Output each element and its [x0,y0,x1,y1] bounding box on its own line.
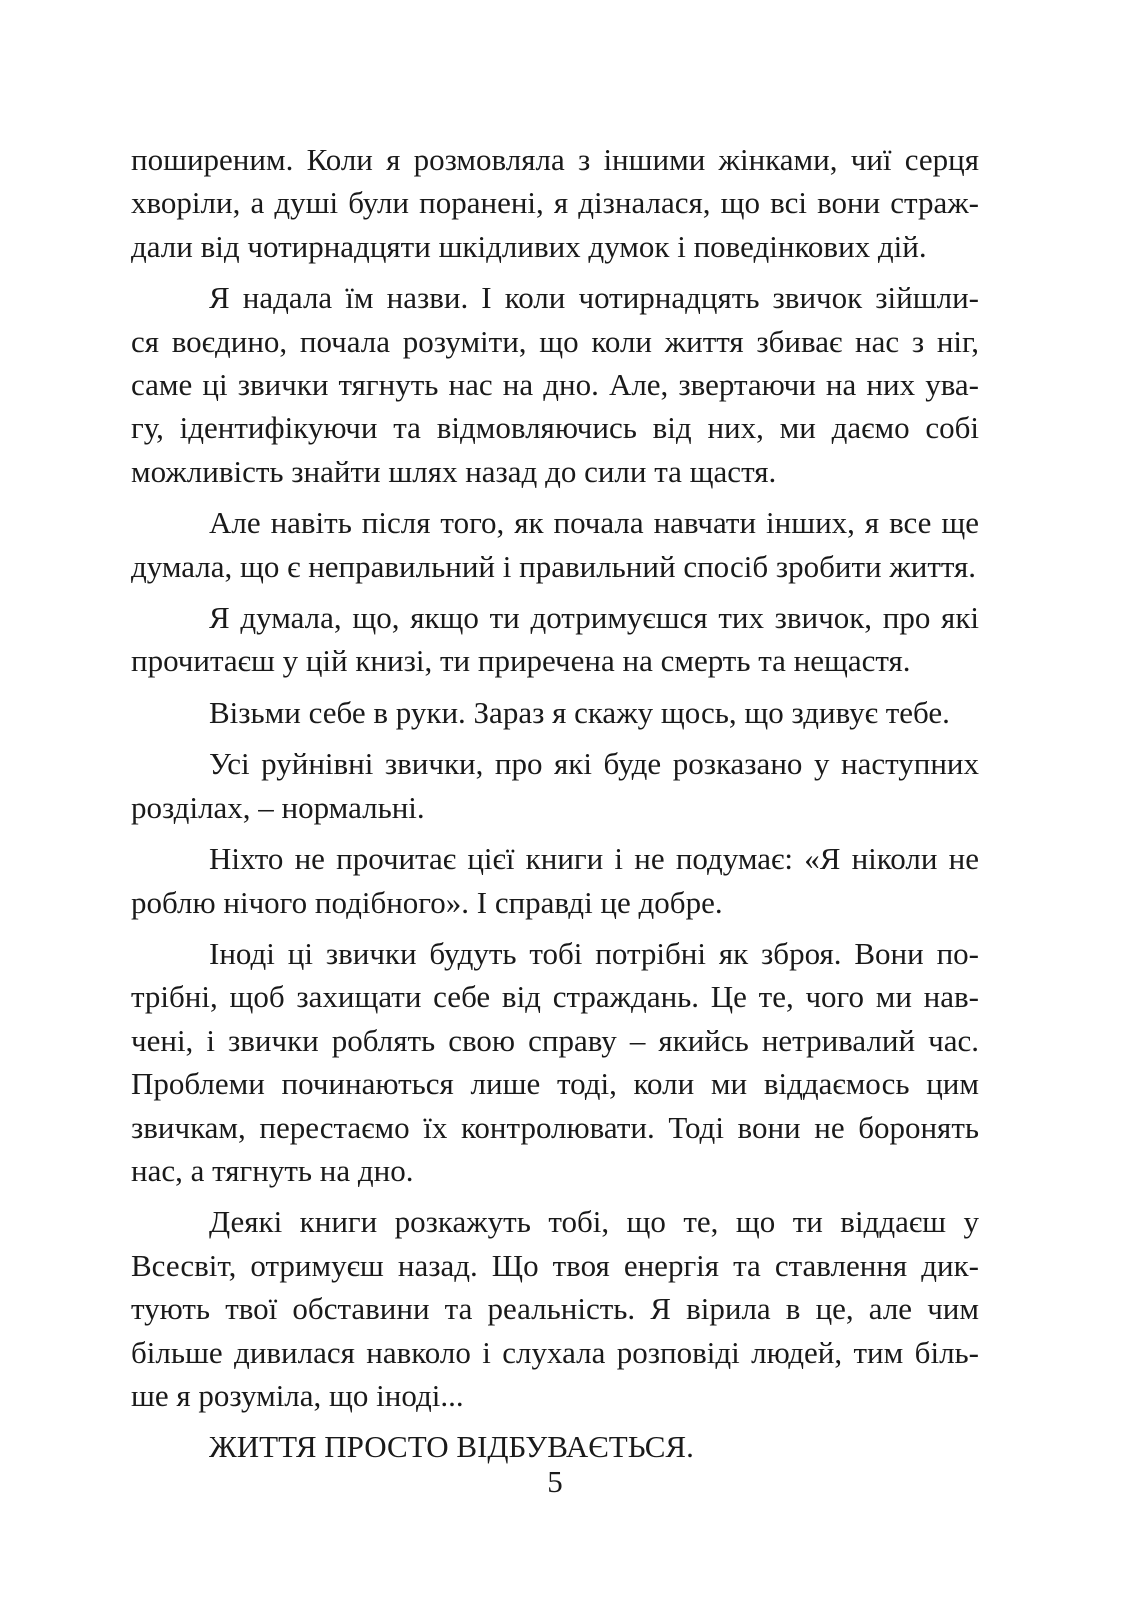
paragraph [131,742,979,829]
text-line: Я думала, що, якщо ти дотримуєшся тих звичок, про які [209,600,979,636]
paragraph [131,596,979,683]
page-number: 5 [547,1464,563,1499]
text-line: розділах, – нормальні. [131,789,425,825]
text-line: прочитаєш у цій книзі, ти приречена на смерть та нещастя. [131,643,911,679]
text-line: тують твої обставини та реальність. Я вірила в це, але чим [131,1291,979,1327]
text-line: Іноді ці звички будуть тобі потрібні як зброя. Вони по- [209,935,979,971]
text-line: думала, що є неправильний і правильний спосіб зробити життя. [131,548,977,584]
text-line: звичкам, перестаємо їх контролювати. Тоді вони не боронять [131,1109,979,1145]
text-line: трібні, щоб захищати себе від страждань. Це те, чого ми нав- [131,979,979,1015]
paragraph [131,138,979,268]
text-line: Проблеми починаються лише тоді, коли ми віддаємось цим [131,1066,979,1102]
paragraph [131,501,979,588]
text-line: хворіли, а душі були поранені, я дізналася, що всі вони страж- [131,185,979,221]
text-line: Усі руйнівні звички, про які буде розказано у наступних [209,746,979,782]
body-text [131,138,979,1477]
paragraph [131,691,979,734]
paragraph [131,837,979,924]
text-line: більше дивилася навколо і слухала розповіді людей, тим біль- [131,1334,979,1370]
text-line: Але навіть після того, як почала навчати інших, я все ще [209,505,979,541]
paragraph [131,1425,979,1468]
text-line: ся воєдино, почала розуміти, що коли життя збиває нас з ніг, [131,323,979,359]
text-line: ше я розуміла, що іноді... [131,1377,464,1413]
paragraph [131,932,979,1192]
text-line: чені, і звички роблять свою справу – якийсь нетривалий час. [131,1022,979,1058]
text-line: ЖИТТЯ ПРОСТО ВІДБУВАЄТЬСЯ. [209,1429,694,1465]
text-line: нас, а тягнуть на дно. [131,1152,414,1188]
paragraph [131,1200,979,1417]
text-line: Деякі книги розкажуть тобі, що те, що ти віддаєш у [209,1204,979,1240]
text-line: Візьми себе в руки. Зараз я скажу щось, що здивує тебе. [209,694,950,730]
text-line: можливість знайти шлях назад до сили та щастя. [131,453,777,489]
text-line: саме ці звички тягнуть нас на дно. Але, звертаючи на них ува- [131,367,979,403]
text-line: Я надала їм назви. І коли чотирнадцять звичок зійшли- [209,280,979,316]
text-line: Ніхто не прочитає цієї книги і не подумає: «Я ніколи не [209,841,979,877]
text-line: гу, ідентифікуючи та відмовляючись від них, ми даємо собі [131,410,979,446]
text-line: дали від чотирнадцяти шкідливих думок і поведінкових дій. [131,228,927,264]
paragraph [131,276,979,493]
text-line: Всесвіт, отримуєш назад. Що твоя енергія та ставлення дик- [131,1247,979,1283]
text-line: роблю нічого подібного». І справді це добре. [131,884,723,920]
text-line: поширеним. Коли я розмовляла з іншими жінками, чиї серця [131,142,979,177]
